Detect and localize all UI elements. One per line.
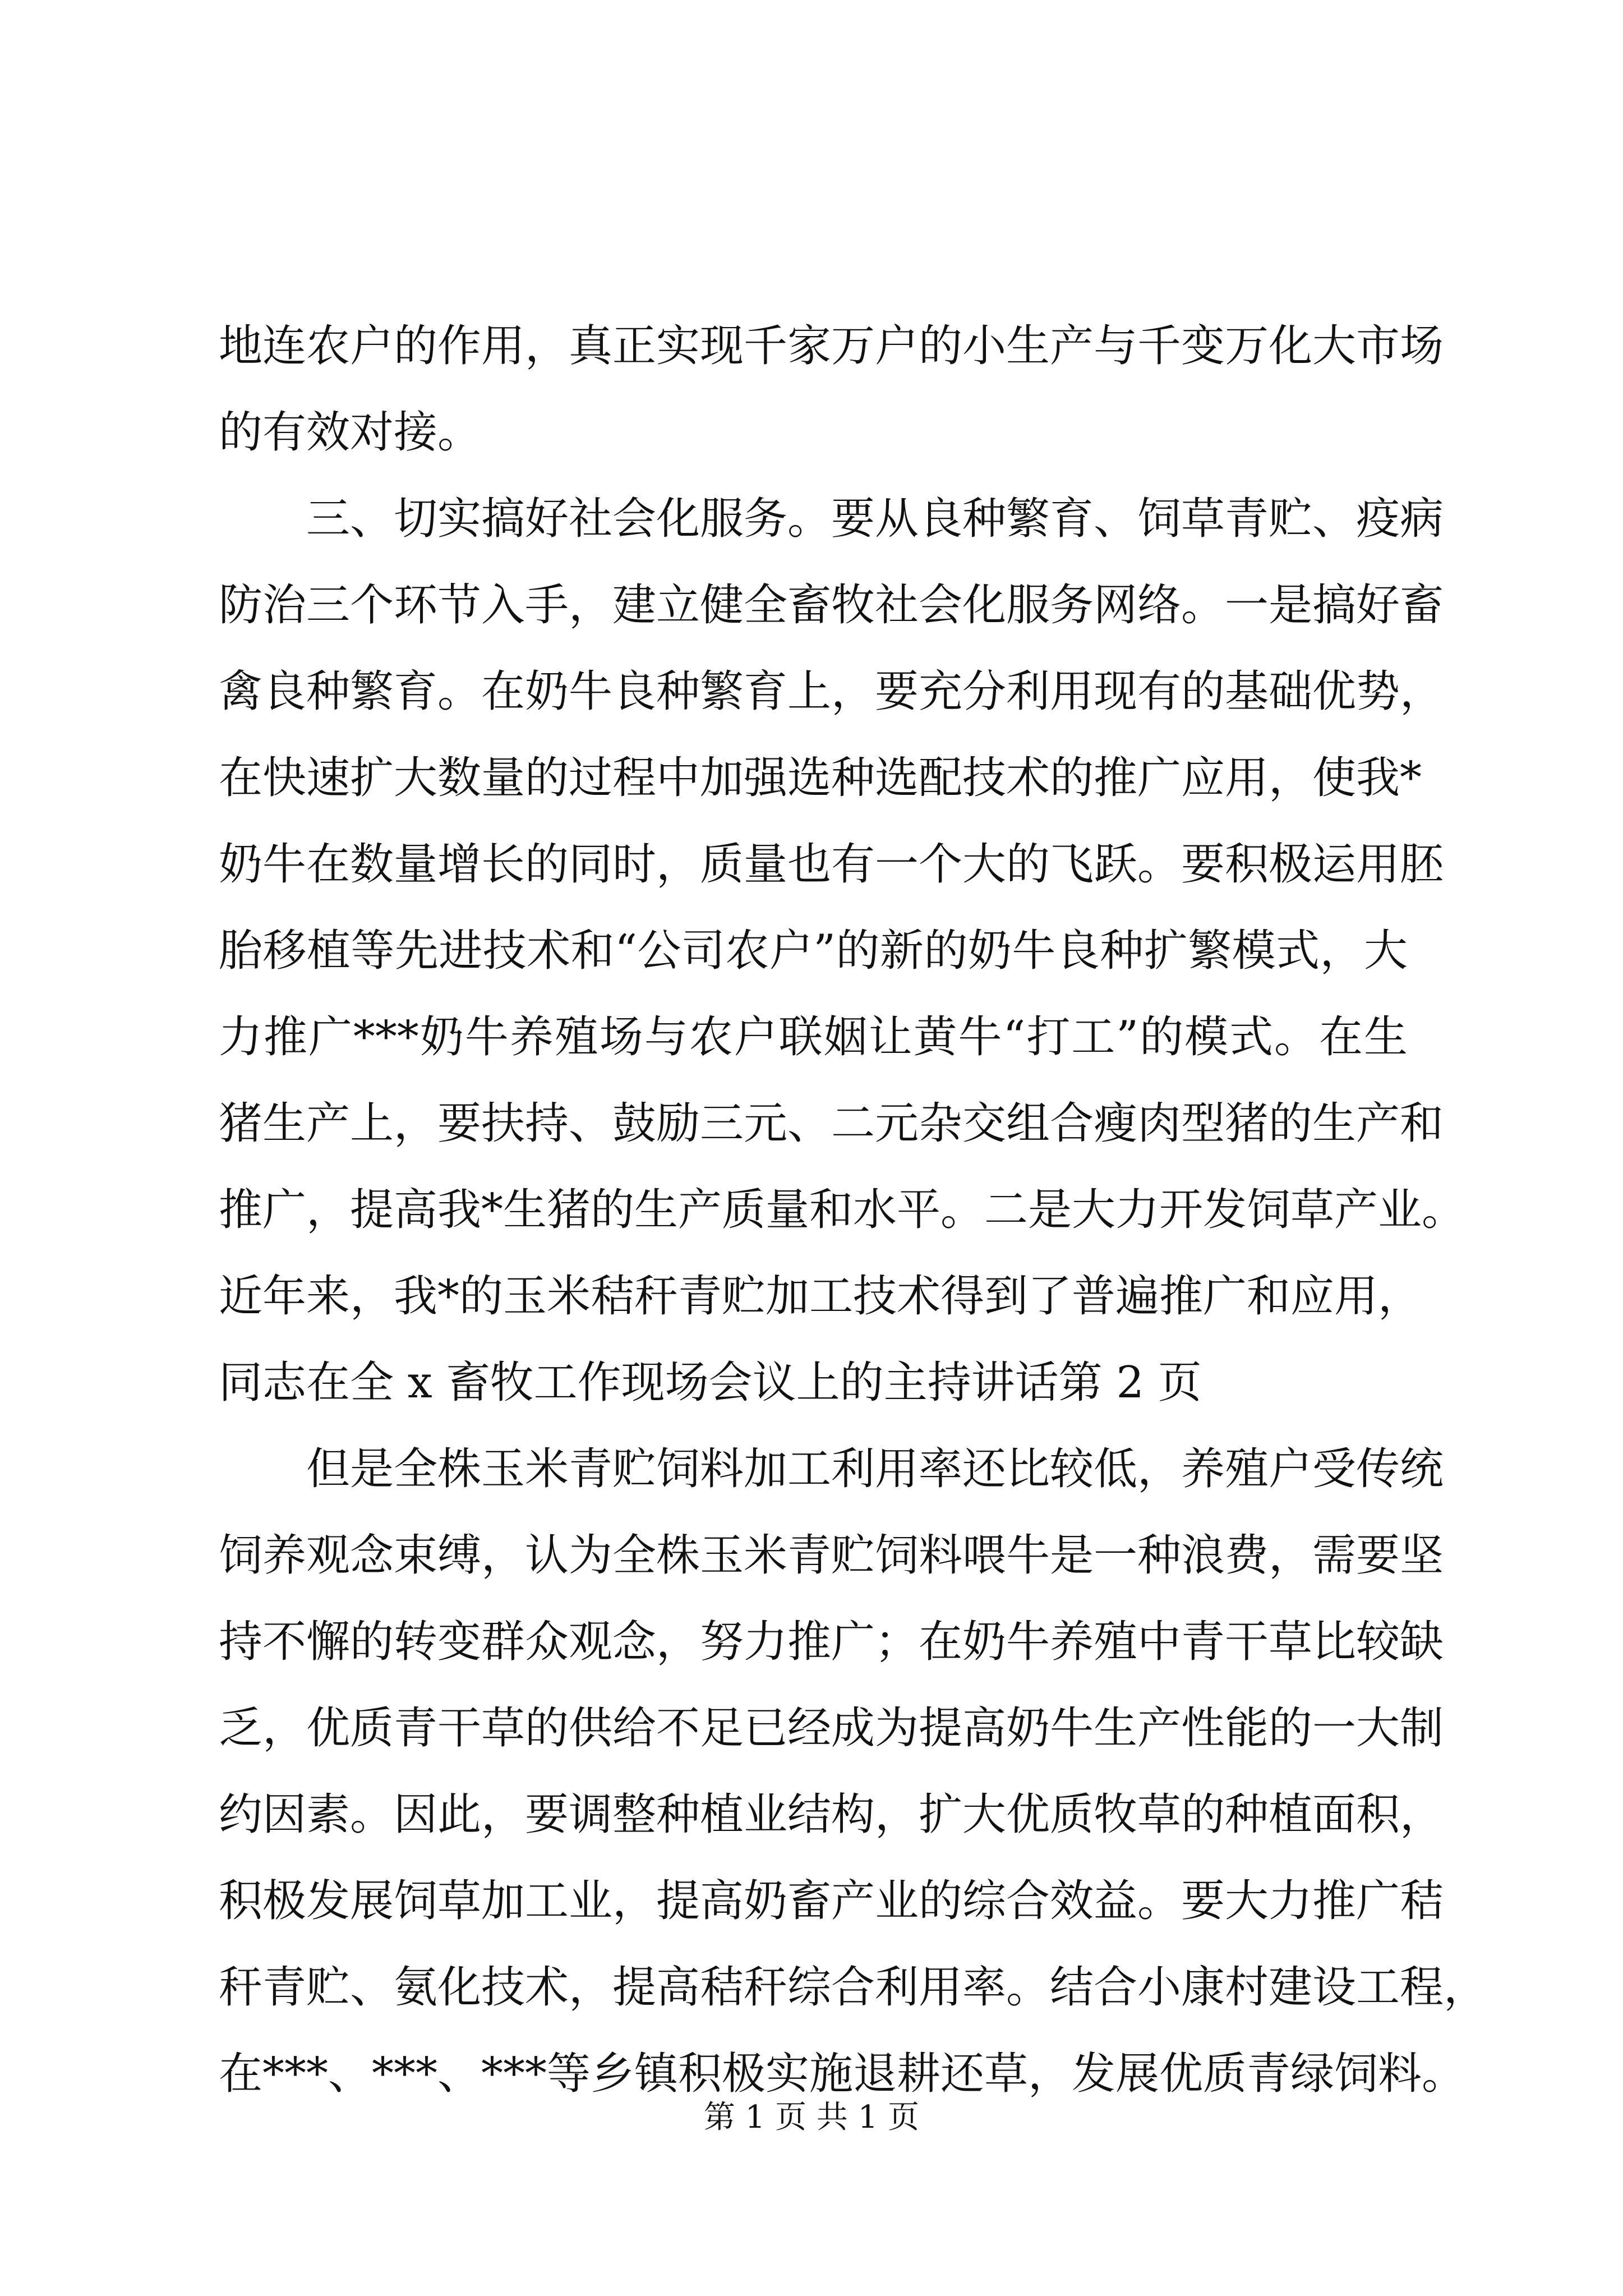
text-line-8: 胎移植等先进技术和“公司农户”的新的奶牛良种扩繁模式，大 (219, 926, 1408, 976)
text-line-2: 的有效对接。 (219, 407, 482, 458)
text-line-21: 在***、***、***等乡镇积极实施退耕还草，发展优质青绿饲料。 (219, 2049, 1466, 2099)
text-line-18: 约因素。因此，要调整种植业结构，扩大优质牧草的种植面积， (219, 1789, 1444, 1840)
text-line-17: 乏，优质青干草的供给不足已经成为提高奶牛生产性能的一大制 (219, 1703, 1444, 1754)
text-line-16: 持不懈的转变群众观念，努力推广；在奶牛养殖中青干草比较缺 (219, 1617, 1444, 1667)
text-line-12: 近年来，我*的玉米秸秆青贮加工技术得到了普遍推广和应用， (219, 1271, 1422, 1322)
text-line-7: 奶牛在数量增长的同时，质量也有一个大的飞跃。要积极运用胚 (219, 839, 1444, 890)
text-line-4: 防治三个环节入手，建立健全畜牧社会化服务网络。一是搞好畜 (219, 580, 1444, 631)
page-footer: 第 1 页 共 1 页 (703, 2099, 920, 2136)
text-line-19: 积极发展饲草加工业，提高奶畜产业的综合效益。要大力推广秸 (219, 1876, 1444, 1926)
text-line-13: 同志在全 x 畜牧工作现场会议上的主持讲话第 2 页 (219, 1358, 1202, 1408)
text-line-3: 三、切实搞好社会化服务。要从良种繁育、饲草青贮、疫病 (306, 494, 1444, 544)
text-line-20: 秆青贮、氨化技术，提高秸秆综合利用率。结合小康村建设工程， (219, 1962, 1488, 2013)
text-line-11: 推广，提高我*生猪的生产质量和水平。二是大力开发饲草产业。 (219, 1185, 1466, 1235)
body-text (219, 303, 1488, 2117)
text-line-15: 饲养观念束缚，认为全株玉米青贮饲料喂牛是一种浪费，需要坚 (219, 1530, 1444, 1581)
text-line-10: 猪生产上，要扶持、鼓励三元、二元杂交组合瘦肉型猪的生产和 (219, 1098, 1444, 1149)
text-line-6: 在快速扩大数量的过程中加强选种选配技术的推广应用，使我* (219, 753, 1422, 803)
text-line-1: 地连农户的作用，真正实现千家万户的小生产与千变万化大市场 (219, 321, 1444, 371)
text-line-9: 力推广***奶牛养殖场与农户联姻让黄牛“打工”的模式。在生 (219, 1012, 1408, 1062)
text-line-14: 但是全株玉米青贮饲料加工利用率还比较低，养殖户受传统 (306, 1444, 1444, 1494)
text-line-5: 禽良种繁育。在奶牛良种繁育上，要充分利用现有的基础优势， (219, 666, 1444, 717)
